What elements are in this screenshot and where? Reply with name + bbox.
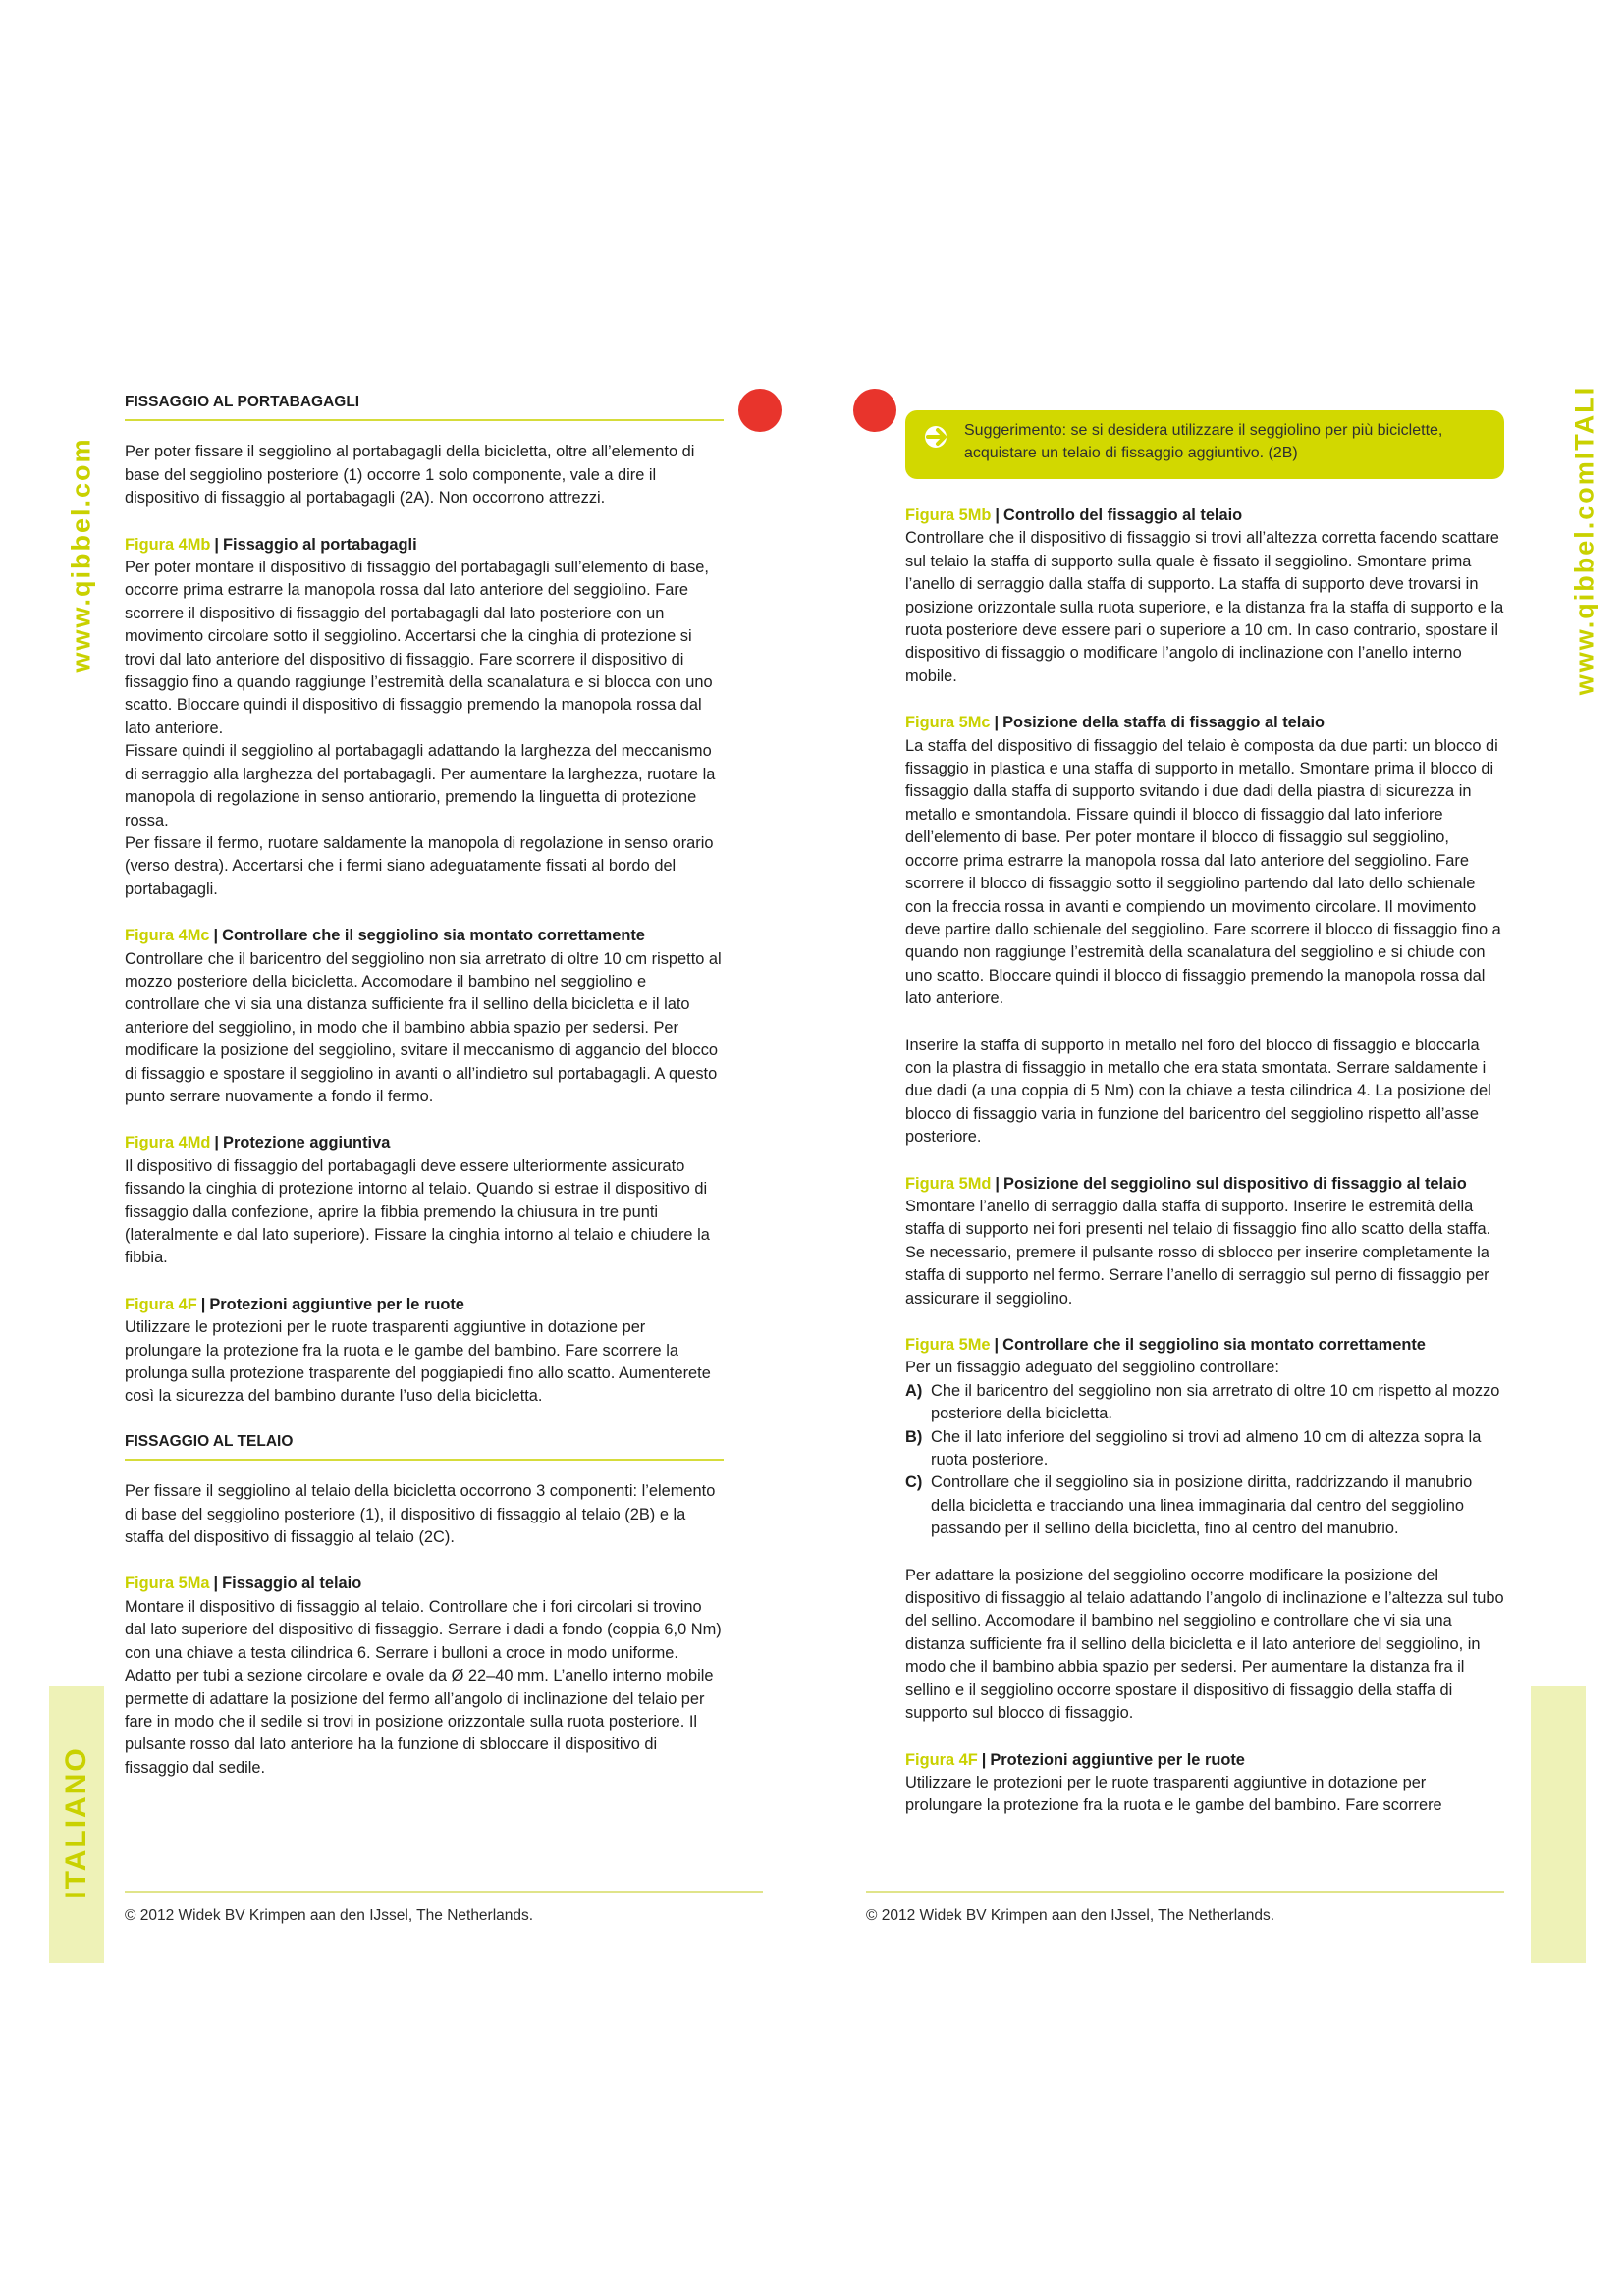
language-tab-label: ITALIANO [60,1746,92,1899]
frame-mount-intro: Per fissare il seggiolino al telaio della bicicletta occorrono 3 componenti: l’elemento di base del seggiolino posteriore (1), il dispositivo di fissaggio al telaio (2B) e la staffa del dispositivo di fissaggio al telaio (2C). [125,1482,716,1547]
figure-label: Figura 5Mc [905,714,991,732]
tip-text: Suggerimento: se si desidera utilizzare il seggiolino per più biciclette, acquistare un telaio di fissaggio aggiuntivo. (2B) [964,422,1443,461]
figure-label: Figura 5Me [905,1336,991,1354]
paragraph: Per fissare il fermo, ruotare saldamente la manopola di regolazione in senso orario (verso destra). Accertarsi che i fermi siano adeguatamente fissati al bordo del portabagagli. [125,833,714,898]
figure-title: Protezione aggiuntiva [223,1134,391,1152]
paragraph: Adatto per tubi a sezione circolare e ovale da Ø 22–40 mm. L’anello interno mobile permette di adattare la posizione del fermo all’angolo di inclinazione del telaio per fare in modo che il sedile si trovi in posizione orizzontale sulla ruota posteriore. Il pulsante rosso dal lato anteriore ha la funzione di sbloccare il dispositivo di fissaggio dal sedile. [125,1667,714,1777]
list-item [905,1426,1504,1472]
figure-title: Controllo del fissaggio al telaio [1003,507,1243,524]
figure-label: Figura 4Mb [125,535,211,554]
section-title-rack-mount: FISSAGGIO AL PORTABAGAGLI [125,391,724,421]
paragraph: Controllare che il dispositivo di fissaggio si trovi all’altezza corretta facendo scattare sul telaio la staffa di supporto sulla quale è fissato il seggiolino. Smontare prima l’anello di serraggio dalla staffa di supporto. La staffa di supporto deve trovarsi in posizione orizzontale sulla ruota superiore, e la distanza fra la staffa di supporto e la ruota posteriore deve essere pari o superiore a 10 cm. In caso contrario, spostare il dispositivo di fissaggio o modificare l’angolo di inclinazione con l’anello interno mobile. [905,529,1504,685]
figure-heading-5mc: Figura 5Mc | Posizione della staffa di fissaggio al telaio [905,714,1326,732]
list-marker: B) [905,1427,923,1446]
figure-title: Controllare che il seggiolino sia montato correttamente [1002,1336,1426,1354]
figure-heading-5me: Figura 5Me | Controllare che il seggiolino sia montato correttamente [905,1336,1426,1354]
figure-heading-4f-right: Figura 4F | Protezioni aggiuntive per le ruote [905,1750,1245,1769]
figure-title: Fissaggio al telaio [222,1575,362,1593]
website-url-left: www.qibbel.com [66,437,96,673]
arrow-right-icon [923,424,956,450]
figure-title: Posizione del seggiolino sul dispositivo di fissaggio al telaio [1003,1174,1467,1193]
paragraph: Per un fissaggio adeguato del seggiolino controllare: [905,1359,1279,1377]
tip-box [905,410,1504,479]
paragraph: Inserire la staffa di supporto in metallo nel foro del blocco di fissaggio e bloccarla con la plastra di fissaggio in metallo che era stata smontata. Serrare saldamente i due dadi (a una coppia di 5 Nm) con la chiave a testa cilindrica 4. La posizione del blocco di fissaggio varia in funzione del baricentro del seggiolino rispetto all’asse posteriore. [905,1036,1491,1147]
figure-title: Protezioni aggiuntive per le ruote [209,1295,464,1313]
list-marker: A) [905,1381,923,1400]
list-text: Controllare che il seggiolino sia in posizione diritta, raddrizzando il manubrio della bicicletta e tracciando una linea immaginaria dal centro del seggiolino passando per il sellino della bicicletta, fino al centro del manubrio. [931,1473,1473,1538]
paragraph: Montare il dispositivo di fissaggio al telaio. Controllare che i fori circolari si trovino dal lato superiore del dispositivo di fissaggio. Serrare i dadi a fondo (coppia 6,0 Nm) con una chiave a testa cilindrica 6. Serrare i bulloni a croce in modo uniforme. [125,1597,722,1662]
paragraph: Controllare che il baricentro del seggiolino non sia arretrato di oltre 10 cm rispetto al mozzo posteriore della bicicletta. Accomodare il bambino nel seggiolino e controllare che vi sia una distanza sufficiente fra il sellino della bicicletta e il lato anteriore del seggiolino, in modo che il bambino abbia spazio per sedersi. Per modificare la posizione del seggiolino, svitare il meccanismo di aggancio del blocco di fissaggio e spostare il seggiolino in avanti o all’indietro sul portabagagli. A questo punto serrare nuovamente a fondo il fermo. [125,949,722,1105]
figure-heading-5mb: Figura 5Mb | Controllo del fissaggio al telaio [905,507,1243,524]
left-column [125,391,724,1780]
red-marker-dot-right [853,389,896,432]
paragraph: Il dispositivo di fissaggio del portabagagli deve essere ulteriormente assicurato fissando la cinghia di protezione intorno al telaio. Quando si estrae il dispositivo di fissaggio dalla confezione, aprire la fibbia premendo la chiusura in tre punti (lateralmente e dal lato superiore). Fissare la cinghia intorno al telaio e chiudere la fibbia. [125,1156,710,1267]
paragraph: Per poter montare il dispositivo di fissaggio del portabagagli sull’elemento di base, occorre prima estrarre la manopola rossa dal lato anteriore del seggiolino. Fare scorrere il dispositivo di fissaggio del portabagagli dal lato posteriore con un movimento circolare sotto il seggiolino. Accertarsi che la cinghia di protezione si trovi dal lato anteriore del dispositivo di fissaggio. Fare scorrere il dispositivo di fissaggio fino a quando raggiunge l’estremità della scanalatura e si blocca con uno scatto. Bloccare quindi il dispositivo di fissaggio premendo la manopola rossa dal lato anteriore. [125,559,713,737]
website-url-right: www.qibbel.comITALI [1569,385,1599,696]
language-tab-right [1531,1686,1586,1963]
figure-label: Figura 4F [125,1295,197,1313]
list-text: Che il lato inferiore del seggiolino si trovi ad almeno 10 cm di altezza sopra la ruota posteriore. [931,1427,1482,1469]
paragraph: Per adattare la posizione del seggiolino occorre modificare la posizione del dispositivo di fissaggio al telaio adattando l’angolo di inclinazione e l’altezza sul tubo del sellino. Accomodare il bambino nel seggiolino e controllare che vi sia una distanza sufficiente fra il sellino della bicicletta e il lato anteriore del seggiolino, in modo che il bambino abbia spazio per sedersi. Per aumentare la distanza fra il sellino e il seggiolino occorre spostare il dispositivo di fissaggio della staffa di supporto sul blocco di fissaggio. [905,1566,1504,1723]
footer-divider-right [866,1891,1504,1893]
paragraph: Utilizzare le protezioni per le ruote trasparenti aggiuntive in dotazione per prolungare la protezione fra la ruota e le gambe del bambino. Fare scorrere la prolunga sulla protezione trasparente del poggiapiedi fino allo scatto. Aumenterete così la sicurezza del bambino durante l’uso della bicicletta. [125,1318,711,1406]
figure-heading-4md: Figura 4Md | Protezione aggiuntiva [125,1134,391,1152]
paragraph: Fissare quindi il seggiolino al portabagagli adattando la larghezza del meccanismo di serraggio alla larghezza del portabagagli. Per aumentare la larghezza, ruotare la manopola di regolazione in senso antiorario, premendo la linguetta di protezione rossa. [125,742,716,829]
paragraph: Utilizzare le protezioni per le ruote trasparenti aggiuntive in dotazione per prolungare la protezione fra la ruota e le gambe del bambino. Fare scorrere [905,1773,1442,1815]
footer-copyright-left: © 2012 Widek BV Krimpen aan den IJssel, The Netherlands. [125,1907,534,1924]
footer-divider-left [125,1891,763,1893]
list-text: Che il baricentro del seggiolino non sia arretrato di oltre 10 cm rispetto al mozzo posteriore della bicicletta. [931,1381,1500,1423]
figure-title: Fissaggio al portabagagli [223,535,417,554]
figure-heading-4mc: Figura 4Mc | Controllare che il seggiolino sia montato correttamente [125,927,645,945]
list-marker: C) [905,1473,923,1492]
rack-mount-intro: Per poter fissare il seggiolino al portabagagli della bicicletta, oltre all’elemento di base del seggiolino posteriore (1) occorre 1 solo componente, vale a dire il dispositivo di fissaggio al portabagagli (2A). Non occorrono attrezzi. [125,443,695,507]
figure-label: Figura 5Ma [125,1575,210,1593]
figure-label: Figura 4F [905,1750,978,1769]
footer-copyright-right: © 2012 Widek BV Krimpen aan den IJssel, The Netherlands. [866,1907,1275,1924]
figure-heading-4mb: Figura 4Mb | Fissaggio al portabagagli [125,535,417,554]
figure-label: Figura 5Mb [905,507,992,524]
figure-heading-5ma: Figura 5Ma | Fissaggio al telaio [125,1575,362,1593]
list-item [905,1380,1504,1426]
section-title-frame-mount: FISSAGGIO AL TELAIO [125,1430,724,1461]
figure-heading-5md: Figura 5Md | Posizione del seggiolino sul dispositivo di fissaggio al telaio [905,1174,1467,1193]
figure-title: Protezioni aggiuntive per le ruote [990,1750,1245,1769]
figure-label: Figura 5Md [905,1174,992,1193]
paragraph: La staffa del dispositivo di fissaggio del telaio è composta da due parti: un blocco di fissaggio in plastica e una staffa di supporto in metallo. Smontare prima il blocco di fissaggio dalla staffa di supporto svitando i due dadi della piastra di sicurezza in metallo e smontandola. Fissare quindi il blocco di fissaggio dal lato inferiore dell’elemento di base. Per poter montare il blocco di fissaggio sul seggiolino, occorre prima estrarre la manopola rossa dal lato anteriore del seggiolino. Fare scorrere il blocco di fissaggio sotto il seggiolino partendo dal lato dello schienale con la freccia rossa in avanti e compiendo un movimento circolare. Il movimento deve partire dallo schienale del seggiolino. Fare scorrere il blocco di fissaggio fino a quando non raggiunge l’estremità della scanalatura del seggiolino e si chiude con uno scatto. Bloccare quindi il blocco di fissaggio premendo la manopola rossa dal lato anteriore. [905,736,1501,1008]
red-marker-dot-left [738,389,782,432]
list-item [905,1471,1504,1540]
figure-title: Posizione della staffa di fissaggio al telaio [1002,714,1326,732]
figure-label: Figura 4Md [125,1134,211,1152]
paragraph: Smontare l’anello di serraggio dalla staffa di supporto. Inserire le estremità della staffa di supporto nei fori presenti nel telaio di fissaggio fino allo scatto della staffa. Se necessario, premere il pulsante rosso di sblocco per inserire completamente la staffa di supporto nel fermo. Serrare l’anello di serraggio sul perno di fissaggio per assicurare il seggiolino. [905,1197,1491,1308]
checklist [905,1380,1504,1541]
right-column [905,505,1504,1818]
figure-title: Controllare che il seggiolino sia montato correttamente [222,927,645,945]
figure-label: Figura 4Mc [125,927,210,945]
figure-heading-4f: Figura 4F | Protezioni aggiuntive per le ruote [125,1295,464,1313]
